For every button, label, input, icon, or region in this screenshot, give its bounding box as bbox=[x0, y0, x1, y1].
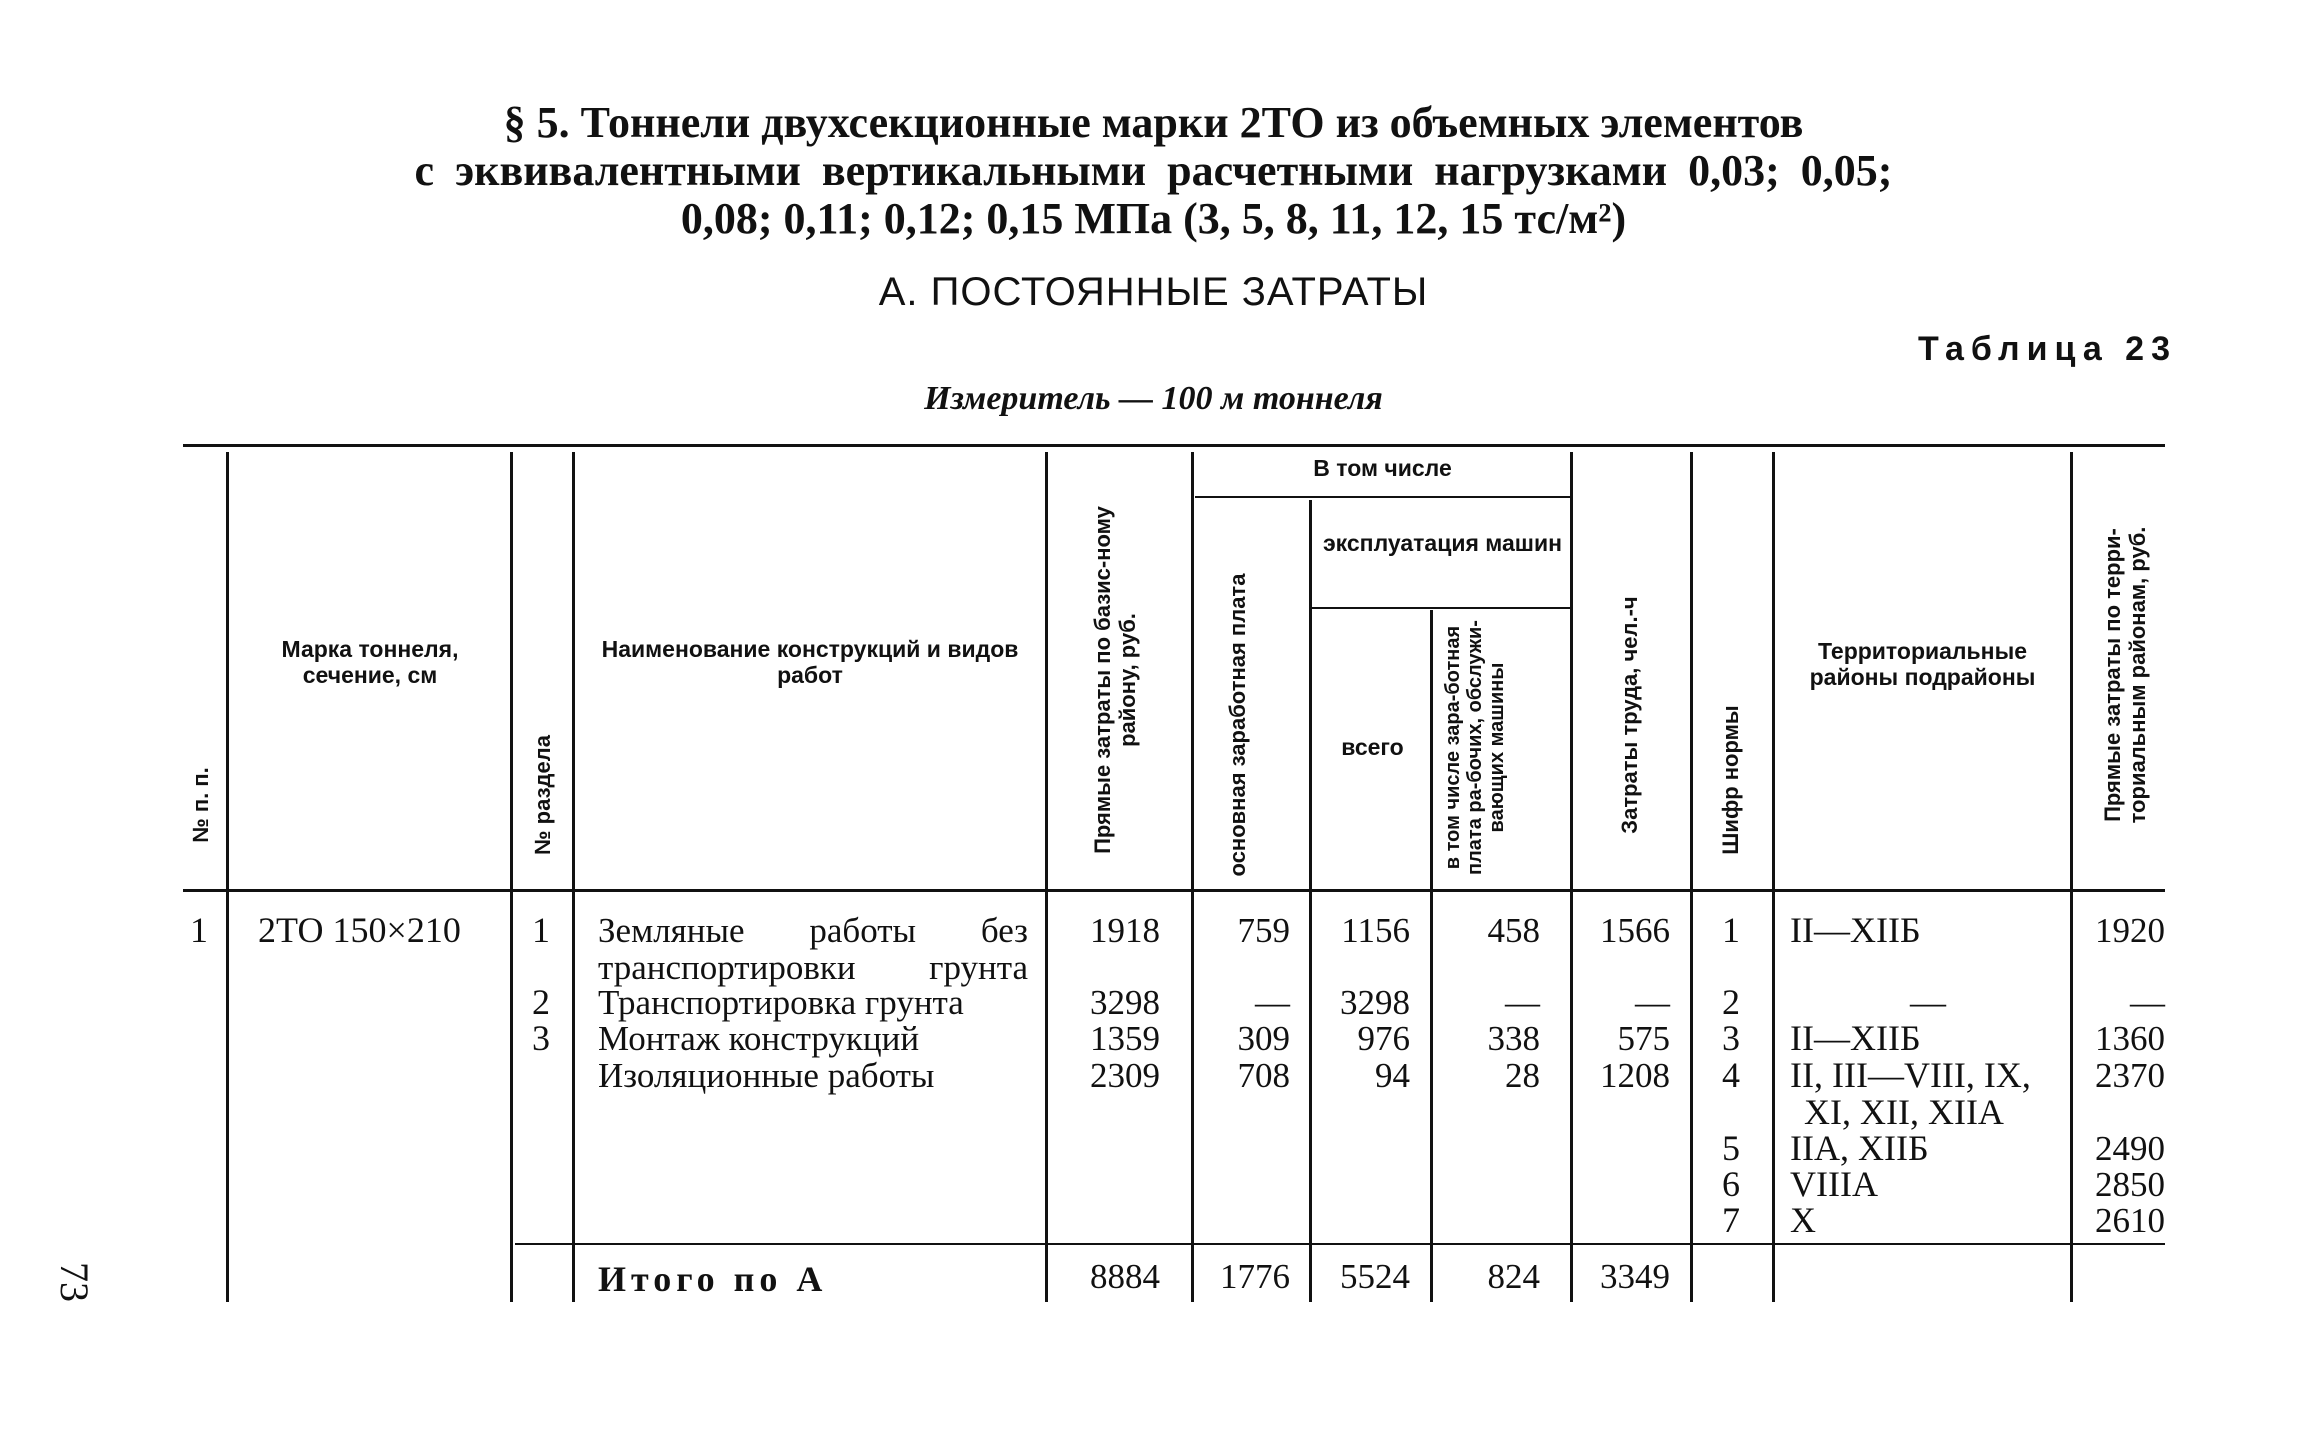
totals-wage: 1776 bbox=[1220, 1257, 1290, 1296]
col-divider bbox=[1045, 452, 1048, 1302]
machines-total-value: 1156 bbox=[1341, 911, 1410, 950]
norm-code: 4 bbox=[1722, 1055, 1740, 1095]
labor-cost: 1208 bbox=[1600, 1056, 1670, 1095]
machines-wage-value: 458 bbox=[1487, 911, 1540, 950]
totals-label: Итого по А bbox=[598, 1259, 828, 1299]
page-number: 73 bbox=[52, 1262, 97, 1302]
header-wage: основная заработная плата bbox=[1225, 573, 1250, 877]
work-name: Транспортировка грунта bbox=[598, 983, 964, 1022]
section-title-line-2: с эквивалентными вертикальными расчетными нагрузками 0,03; 0,05; bbox=[414, 146, 1893, 195]
direct-cost: 1359 bbox=[1090, 1019, 1160, 1058]
col-divider bbox=[572, 452, 575, 1302]
machines-wage-value: 28 bbox=[1505, 1056, 1540, 1095]
territorial-cost: 1360 bbox=[2095, 1019, 2165, 1058]
work-name: Монтаж конструкций bbox=[598, 1019, 920, 1058]
header-name: Наименование конструкций и видов работ bbox=[601, 636, 1019, 688]
norm-code: 5 bbox=[1722, 1128, 1740, 1168]
header-section: № раздела bbox=[530, 735, 555, 855]
subsection-title: А. ПОСТОЯННЫЕ ЗАТРАТЫ bbox=[878, 270, 1429, 314]
labor-cost: 575 bbox=[1617, 1019, 1670, 1058]
totals-labor: 3349 bbox=[1600, 1257, 1670, 1296]
territorial-cost: 2490 bbox=[2095, 1129, 2165, 1168]
norm-code: 3 bbox=[1722, 1018, 1740, 1058]
machines-total-value: 976 bbox=[1357, 1019, 1410, 1058]
header-brand: Марка тоннеля, сечение, см bbox=[281, 636, 459, 688]
section-title-line-3: 0,08; 0,11; 0,12; 0,15 МПа (3, 5, 8, 11, 12, 15 тс/м²) bbox=[680, 194, 1627, 243]
region: II—XIIБ bbox=[1790, 910, 1921, 950]
section-number: 3 bbox=[532, 1018, 550, 1058]
wage: 759 bbox=[1237, 911, 1290, 950]
norm-code: 7 bbox=[1722, 1200, 1740, 1240]
wage: 708 bbox=[1237, 1056, 1290, 1095]
region: XI, XII, XIIА bbox=[1804, 1092, 2004, 1132]
region: IIА, XIIБ bbox=[1790, 1128, 1929, 1168]
work-name: Изоляционные работы bbox=[598, 1056, 935, 1095]
region: II—XIIБ bbox=[1790, 1018, 1921, 1058]
row-brand: 2ТО 150×210 bbox=[258, 910, 461, 950]
totals-direct: 8884 bbox=[1090, 1257, 1160, 1296]
table-top-rule bbox=[183, 444, 2165, 447]
header-num: № п. п. bbox=[188, 767, 213, 843]
machines-wage-value: 338 bbox=[1487, 1019, 1540, 1058]
totals-machines-total: 5524 bbox=[1340, 1257, 1410, 1296]
incl-rule bbox=[1195, 496, 1570, 498]
totals-rule bbox=[515, 1243, 2165, 1245]
table-number: Таблица 23 bbox=[1918, 330, 2177, 368]
direct-cost: 3298 bbox=[1090, 983, 1160, 1022]
region: II, III—VIII, IX, bbox=[1790, 1055, 2031, 1095]
header-direct-terr: Прямые затраты по терри-ториальным районам, руб. bbox=[2100, 526, 2150, 824]
header-machines: эксплуатация машин bbox=[1322, 530, 1563, 556]
section-number: 1 bbox=[532, 910, 550, 950]
header-bottom-rule bbox=[183, 889, 2165, 892]
header-incl: В том числе bbox=[1313, 455, 1452, 481]
territorial-cost: 2850 bbox=[2095, 1165, 2165, 1204]
norm-code: 6 bbox=[1722, 1164, 1740, 1204]
machines-wage-value: — bbox=[1505, 983, 1540, 1022]
wage: — bbox=[1255, 983, 1290, 1022]
col-divider bbox=[226, 452, 229, 1302]
header-machines-total: всего bbox=[1341, 734, 1404, 760]
region: X bbox=[1790, 1200, 1816, 1240]
territorial-cost: 2610 bbox=[2095, 1201, 2165, 1240]
region: VIIIА bbox=[1790, 1164, 1878, 1204]
col-divider bbox=[1191, 452, 1194, 1302]
measure-unit: Измеритель — 100 м тоннеля bbox=[924, 380, 1383, 417]
section-number: 2 bbox=[532, 982, 550, 1022]
work-name: Земляные работы без транспортировки грунта bbox=[598, 911, 1028, 987]
wage: 309 bbox=[1237, 1019, 1290, 1058]
direct-cost: 2309 bbox=[1090, 1056, 1160, 1095]
col-divider bbox=[1309, 500, 1312, 1302]
col-divider bbox=[510, 452, 513, 1302]
machines-total-value: 3298 bbox=[1340, 983, 1410, 1022]
direct-cost: 1918 bbox=[1090, 911, 1160, 950]
header-regions: Территориальные районы подрайоны bbox=[1809, 638, 2036, 690]
totals-machines-wage: 824 bbox=[1487, 1257, 1540, 1296]
labor-cost: 1566 bbox=[1600, 911, 1670, 950]
header-code: Шифр нормы bbox=[1718, 705, 1743, 855]
labor-cost: — bbox=[1635, 983, 1670, 1022]
machines-total-value: 94 bbox=[1375, 1056, 1410, 1095]
col-divider bbox=[1772, 452, 1775, 1302]
territorial-cost: 1920 bbox=[2095, 911, 2165, 950]
col-divider bbox=[1430, 610, 1433, 1302]
header-machines-wage: в том числе зара-ботная плата ра-бочих, обслужи-вающих машины bbox=[1442, 620, 1508, 875]
col-divider bbox=[1570, 452, 1573, 1302]
norm-code: 1 bbox=[1722, 910, 1740, 950]
header-labor: Затраты труда, чел.-ч bbox=[1617, 596, 1642, 834]
territorial-cost: 2370 bbox=[2095, 1056, 2165, 1095]
section-title-line-1: § 5. Тоннели двухсекционные марки 2ТО из объемных элементов bbox=[503, 98, 1804, 147]
machines-rule bbox=[1312, 607, 1570, 609]
territorial-cost: — bbox=[2130, 983, 2165, 1022]
row-num: 1 bbox=[190, 910, 208, 950]
norm-code: 2 bbox=[1722, 982, 1740, 1022]
col-divider bbox=[2070, 452, 2073, 1302]
col-divider bbox=[1690, 452, 1693, 1302]
region: — bbox=[1910, 982, 1946, 1022]
header-direct-base: Прямые затраты по базис-ному району, руб. bbox=[1090, 506, 1140, 854]
